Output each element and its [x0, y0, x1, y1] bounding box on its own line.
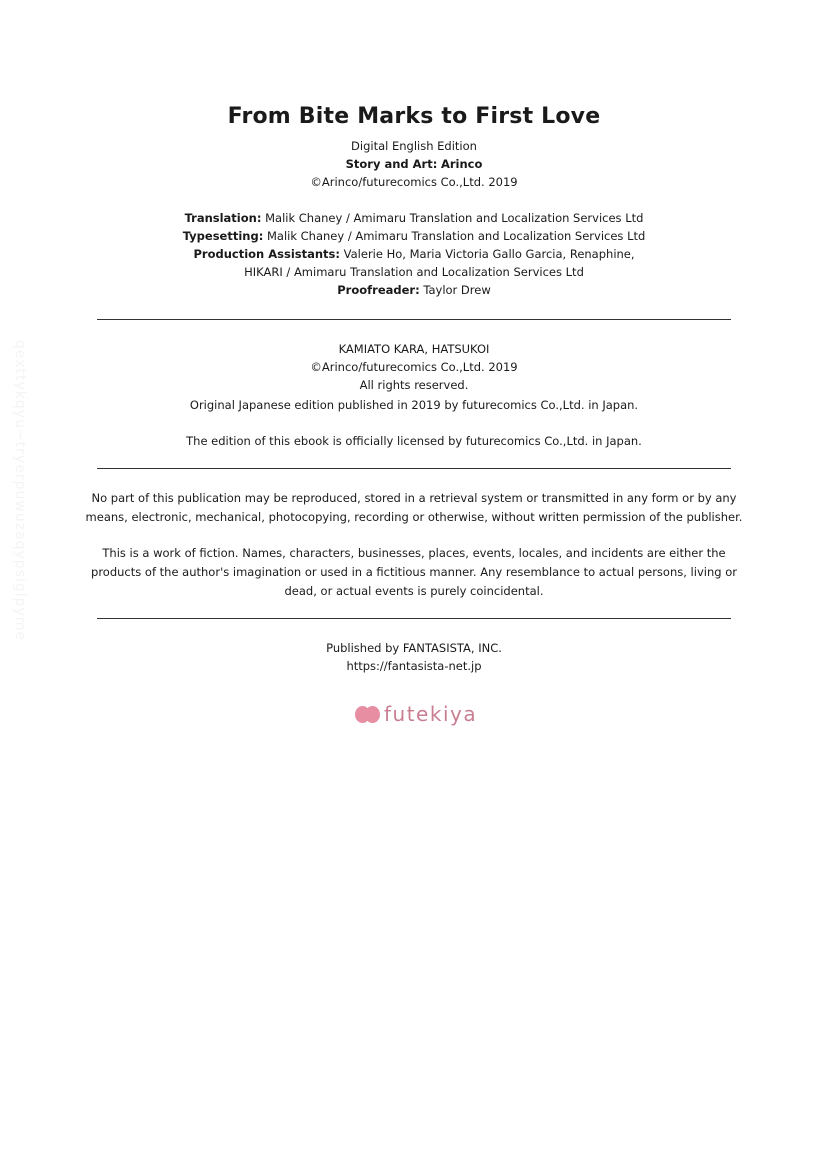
translation-value: Malik Chaney / Amimaru Translation and Localization Services Ltd: [265, 211, 644, 225]
translation-label: Translation:: [184, 211, 262, 225]
typesetting-credit: [0, 227, 828, 245]
divider-1: [97, 319, 731, 320]
story-art-value: Arinco: [440, 157, 483, 171]
original-published: Original Japanese edition published in 2019 by futurecomics Co.,Ltd. in Japan.: [189, 398, 639, 412]
book-title: From Bite Marks to First Love: [227, 104, 601, 129]
production-label: Production Assistants:: [193, 247, 340, 261]
reproduction-notice-2: means, electronic, mechanical, photocopying, recording or otherwise, without written permission of the publisher.: [85, 510, 743, 524]
proofreader-label: Proofreader:: [337, 283, 420, 297]
fiction-notice-2: products of the author's imagination or used in a fictitious manner. Any resemblance to actual persons, living or: [91, 565, 737, 579]
side-watermark: qexttykqyu~tryerpuwuzaqypsiglpyme: [12, 340, 28, 642]
license-notice: The edition of this ebook is officially licensed by futurecomics Co.,Ltd. in Japan.: [186, 434, 642, 448]
production-value-2: HIKARI / Amimaru Translation and Localization Services Ltd: [244, 265, 584, 279]
fiction-notice-3: dead, or actual events is purely coincidental.: [284, 584, 544, 598]
divider-3: [97, 618, 731, 619]
proofreader-value: Taylor Drew: [423, 283, 491, 297]
production-value-1: Valerie Ho, Maria Victoria Gallo Garcia, Renaphine,: [343, 247, 635, 261]
fiction-notice-1: This is a work of fiction. Names, characters, businesses, places, events, locales, and incidents are either the: [102, 546, 726, 560]
edition-line: Digital English Edition: [351, 139, 477, 153]
published-by: Published by FANTASISTA, INC.: [326, 641, 502, 655]
book-copyright: ©Arinco/futurecomics Co.,Ltd. 2019: [310, 175, 518, 189]
proofreader-credit: [0, 281, 828, 299]
production-credit: [0, 245, 828, 263]
story-art-line: [0, 155, 828, 173]
divider-2: [97, 468, 731, 469]
publisher-url: https://fantasista-net.jp: [346, 659, 482, 673]
typesetting-label: Typesetting:: [182, 229, 264, 243]
heart-lips-icon: [355, 706, 380, 723]
story-art-label: Story and Art:: [345, 157, 438, 171]
original-copyright: ©Arinco/futurecomics Co.,Ltd. 2019: [310, 360, 518, 374]
reproduction-notice-1: No part of this publication may be reproduced, stored in a retrieval system or transmitted in any form or by any: [91, 491, 737, 505]
typesetting-value: Malik Chaney / Amimaru Translation and Localization Services Ltd: [266, 229, 646, 243]
translation-credit: [0, 209, 828, 227]
futekiya-logo: [355, 700, 477, 728]
japanese-title: KAMIATO KARA, HATSUKOI: [338, 342, 490, 356]
logo-text: futekiya: [384, 702, 478, 726]
rights-reserved: All rights reserved.: [359, 378, 469, 392]
